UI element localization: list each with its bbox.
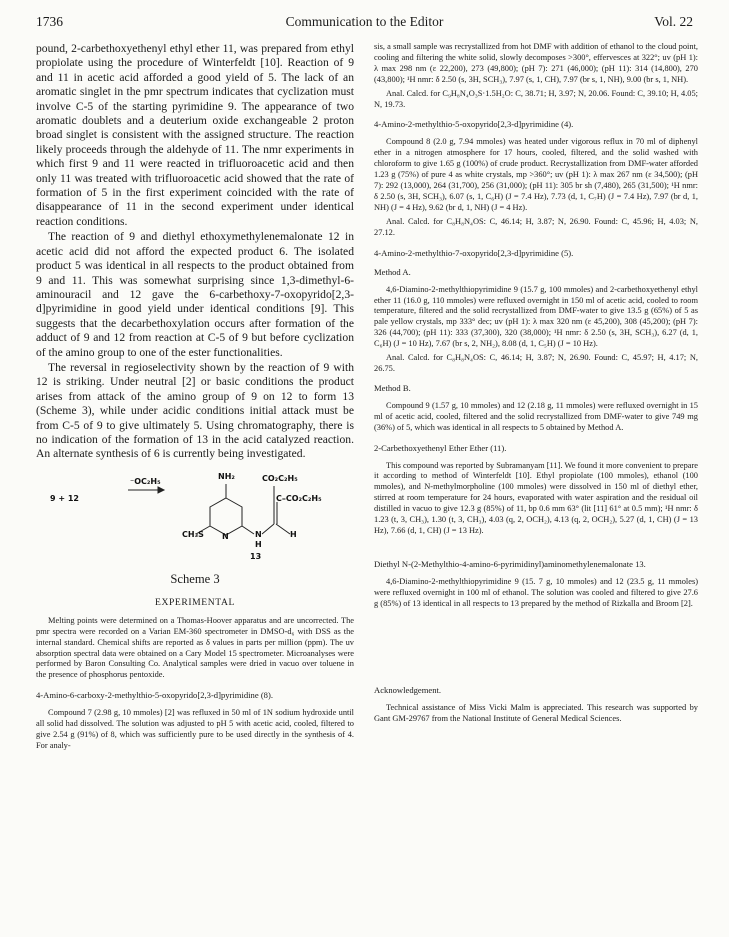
running-header — [36, 14, 693, 34]
compound-title: 4-Amino-2-methylthio-5-oxopyrido[2,3-d]pyrimidine (4). — [374, 119, 574, 130]
scheme-nh2-label: NH₂ — [218, 471, 235, 481]
body-paragraph: The reversal in regioselectivity shown by the reaction of 9 with 12 is striking. Under neutral [2] or basic conditions the product arises from attack of the amino group of 9 on 12 to form 13 (Scheme 3), while under acidic conditions initial attack must be from C-5 of 9 to give ultimately 5. Using chromatography, there is no indication of the formation of 13 in the acid catalyzed reaction. An alternate synthesis of 6 is currently being investigated. — [36, 360, 354, 461]
scheme-compound-number: 13 — [250, 551, 262, 561]
scheme-ester-top-label: CO₂C₂H₅ — [262, 473, 298, 483]
scheme-reactants: 9 + 12 — [50, 493, 79, 503]
scheme-caption: Scheme 3 — [170, 571, 220, 586]
left-column — [36, 42, 354, 752]
body-paragraph: The reaction of 9 and diethyl ethoxymethylenemalonate 12 in acetic acid did not afford the expected product 6. The isolated product 5 was identical in all respects to the product obtained from 9 and 11. This was somewhat surprising since 1,3-dimethyl-6-aminouracil and 12 gave the 6-carbethoxy-7-oxopyrido[2,3-d]pyrimidine in good yield under identical conditions [9]. This suggests that the decarbethoxylation occurs after formation of the adduct of 9 and 12 from reaction at C-5 of 9 but before cyclization of the amino group to one of the ester functionalities. — [36, 230, 354, 359]
nh-bond-right — [262, 524, 274, 534]
experimental-paragraph: Compound 8 (2.0 g, 7.94 mmoles) was heated under vigorous reflux in 70 ml of diphenyl ether in a nitrogen atmosphere for 17 hours, cooled, filtered, and the solid washed with chloroform to give 1.65 g (100%) of crude product. Recrystallization from DMF-water afforded 1.23 g (75%) of pure 4 as white crystals, mp >360°; uv (pH 1): λ max 267 nm (ε 34,500); (pH 7): 292 (13,000), 264 (31,700), 256 (31,000); (pH 11): 305 br sh (7,480), 265 (31,500); ¹H nmr: δ 2.50 (s, 3H, SCH₃), 6.07 (s, 1, C₆H) (J = 7.4 Hz), 7.73 (d, 1, C₇H) (J = 7.4 Hz), 7.97 (br d, 1, NH) (J = 4 Hz), 9.62 (br d, 1, NH) (J = 4 Hz). — [374, 137, 698, 212]
reaction-arrow-head — [158, 487, 164, 493]
body-paragraph: pound, 2-carbethoxyethenyl ethyl ether 11, was prepared from ethyl propiolate using the procedure of Winterfeldt [10]. Reaction of 9 and 11 in acetic acid afforded a good yield of 5. The lack of an aromatic singlet in the pmr spectrum indicates that cyclization must involve C-5 of the starting pyrimidine 9. The appearance of two aromatic doublets and a deuterium oxide exchangeable 2 proton broad singlet is consistent with the assigned structure. The reaction likely proceeds through the aldehyde of 11. The nmr experiments in which first 9 and 11 were reacted in trifluoroacetic acid and then only 11 was treated with trifluoroacetic acid showed that the rate of formation of 5 in the first experiment coincided with the rate of disappearance of 11 in the second experiment under identical reaction conditions. — [36, 42, 354, 228]
experimental-paragraph: Compound 7 (2.98 g, 10 mmoles) [2] was refluxed in 50 ml of 1N sodium hydroxide until all solid had dissolved. The solution was adjusted to pH 5 with acetic acid, cooled, filtered to give 2.54 g (91%) of 8, which was sufficiently pure to be used directly in the synthesis of 4. For analy- — [36, 708, 354, 750]
scheme-3-figure — [36, 470, 354, 566]
scheme-ester-side-label: C–CO₂C₂H₅ — [276, 493, 322, 503]
acknowledgement-text: Technical assistance of Miss Vicki Malm is appreciated. This research was supported by Gant GM-29767 from the National Institute of General Medical Sciences. — [374, 702, 698, 723]
pyrimidine-ring — [210, 498, 242, 535]
experimental-paragraph: 4,6-Diamino-2-methylthiopyrimidine 9 (15.7 g, 100 mmoles) and 2-carbethoxyethenyl ethyl ether 11 (16.0 g, 110 mmoles) were refluxed overnight in 150 ml of acetic acid, cooled to room temperature, filtered and the solid recrystallized from DMF-water to give 13.5 g (65%) of 5 as pale yellow crystals, mp 333° dec; uv (pH 1): λ max 320 nm (ε 45,200), 308 (45,200); (pH 7): 326 (44,700); (pH 11): 333 (37,300), 320 (38,000); ¹H nmr: δ 2.50 (s, 3H, SCH₃), 6.27 (d, 1, C₆H) (J = 10 Hz), 7.67 (br s, 2, NH₂), 8.08 (d, 1, C₅H) (J = 10 Hz). — [374, 284, 698, 349]
method-label: Method A. — [374, 266, 411, 277]
running-title: Communication to the Editor — [285, 14, 444, 29]
experimental-paragraph: Compound 9 (1.57 g, 10 mmoles) and 12 (2.18 g, 11 mmoles) were refluxed overnight in 15 ml of acetic acid, cooled, filtered and the solid recrystallized from DMF-water to give 749 mg (36%) of 5, which was identical in all respects to 5 obtained by Method A. — [374, 400, 698, 432]
scheme-nh-h-label: H — [255, 539, 262, 549]
method-label: Method B. — [374, 382, 411, 393]
compound-title: Diethyl N-(2-Methylthio-4-amino-6-pyrimidinyl)aminomethylenemalonate 13. — [374, 558, 646, 569]
page-number: 1736 — [36, 14, 63, 29]
acknowledgement-title: Acknowledgement. — [374, 684, 442, 695]
experimental-paragraph: Melting points were determined on a Thomas-Hoover apparatus and are uncorrected. The pmr spectra were recorded on a Varian EM-360 spectrometer in DMSO-d₆ with DSS as the internal standard. Chemical shifts are reported as δ values in parts per million (ppm). The uv absorption spectral data were obtained on a Cary Model 15 spectrometer. Microanalyses were performed by Baron Consulting Co. Analytical samples were dried in vacuo over toluene in the presence of phosphorus pentoxide. — [36, 615, 354, 680]
volume-label: Vol. 22 — [654, 14, 693, 29]
scheme-reagent: ⁻OC₂H₅ — [130, 476, 161, 486]
compound-title: 2-Carbethoxyethenyl Ether Ether (11). — [374, 442, 507, 453]
scheme-ch3s-label: CH₃S — [182, 529, 204, 539]
analysis-line: Anal. Calcd. for C₉H₈N₄O₃S·1.5H₂O: C, 38.71; H, 3.97; N, 20.06. Found: C, 39.10; H, 4.05; N, 19.73. — [374, 88, 698, 109]
experimental-paragraph: This compound was reported by Subramanyam [11]. We found it more convenient to prepare it according to method of Winterfeldt [10]. Ethyl propiolate (100 mmoles), ethanol (100 mmoles), and N-methylmorpholine (100 mmoles) were dissolved in 150 ml of diethyl ether, stirred at room temperature for 24 hours, evaporated with water aspiration and the residual oil distilled in vacuo to give 12.3 g (85%) of 11, bp 0.6 mm 63° (lit [11] 61° at 0.5 mm); ¹H nmr: δ 1.23 (t, 3, CH₃), 1.30 (t, 3, CH₃), 4.03 (q, 2, OCH₂), 4.13 (q, 2, OCH₂), 5.27 (d, 1, CH) (J = 13 Hz), 7.66 (d, 1, CH) (J = 13 Hz). — [374, 460, 698, 535]
scheme-structure-drawing — [36, 470, 354, 566]
nh-bond-left — [242, 526, 254, 534]
scheme-vinyl-h-label: H — [290, 529, 297, 539]
column-gap — [374, 610, 698, 676]
compound-title: 4-Amino-6-carboxy-2-methylthio-5-oxopyrido[2,3-d]pyrimidine (8). — [36, 690, 273, 701]
experimental-paragraph: 4,6-Diamino-2-methylthiopyrimidine 9 (15. 7 g, 10 mmoles) and 12 (23.5 g, 11 mmoles) were refluxed overnight in 100 ml of ethanol. The solution was cooled and filtered to give 27.6 g (85%) of 13 identical in all respects to 13 prepared by the method of Rizkalla and Broom [2]. — [374, 576, 698, 608]
vinyl-h-bond — [276, 524, 290, 534]
scheme-ring-n-label: N — [222, 531, 229, 541]
analysis-line: Anal. Calcd. for C₈H₈N₄OS: C, 46.14; H, 3.87; N, 26.90. Found: C, 45.96; H, 4.03; N, 27.12. — [374, 216, 698, 237]
right-column — [374, 42, 698, 724]
compound-title: 4-Amino-2-methylthio-7-oxopyrido[2,3-d]pyrimidine (5). — [374, 247, 574, 258]
scheme-nh-label: N — [255, 529, 262, 539]
section-heading: EXPERIMENTAL — [155, 596, 235, 608]
analysis-line: Anal. Calcd. for C₈H₈N₄OS: C, 46.14; H, 3.87; N, 26.90. Found: C, 45.97; H, 4.17; N, 26.75. — [374, 353, 698, 373]
experimental-paragraph: sis, a small sample was recrystallized from hot DMF with addition of ethanol to the cloud point, cooling and filtering the white solid, slowly decomposes >300°, effervesces at 322°; uv (pH 1): λ max 298 nm (ε 22,200), 273 (49,800); (pH 7): 271 (46,000); (pH 11): 314 (14,800), 270 (43,800); ¹H nmr: δ 2.50 (s, 3H, SCH₃), 7.97 (s, 1, CH), 7.97 (br s, 1, NH), 9.00 (br s, 1, NH). — [374, 42, 698, 84]
